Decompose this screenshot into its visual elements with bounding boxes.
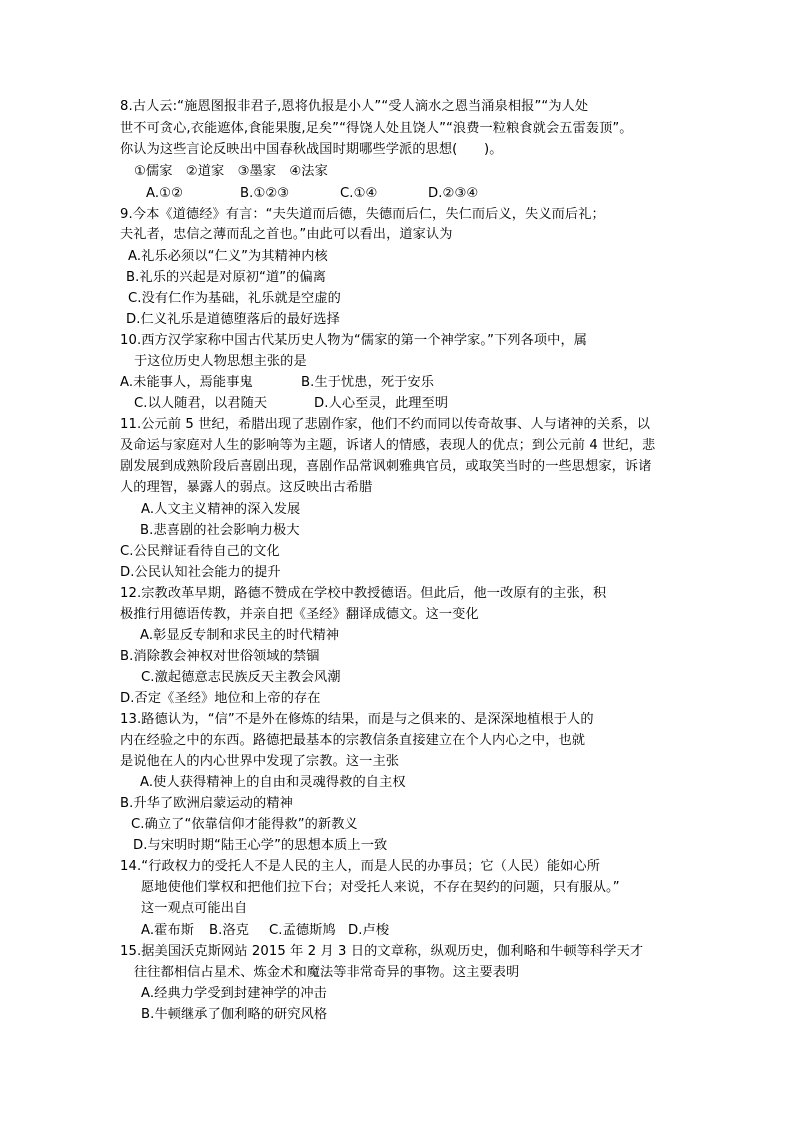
q9-option-c: C.没有仁作为基础，礼乐就是空虚的 bbox=[128, 291, 341, 306]
q10-option-c: C.以人随君，以君随天 bbox=[134, 396, 268, 411]
q14-option-d: D.卢梭 bbox=[348, 923, 390, 938]
q14-option-b: B.洛克 bbox=[209, 923, 250, 938]
q9-option-b: B.礼乐的兴起是对原初“道”的偏离 bbox=[126, 270, 327, 285]
q10-option-a: A.未能事人，焉能事鬼 bbox=[120, 375, 253, 390]
q13-stem-line-3: 是说他在人的内心世界中发现了宗教。这一主张 bbox=[120, 754, 400, 769]
q10-option-b: B.生于忧患，死于安乐 bbox=[301, 375, 435, 390]
q11-option-c: C.公民辩证看待自己的文化 bbox=[120, 544, 280, 559]
q12-option-a: A.彰显反专制和求民主的时代精神 bbox=[140, 628, 340, 643]
q12-stem-line-2: 极推行用德语传教，并亲自把《圣经》翻译成德文。这一变化 bbox=[120, 607, 479, 622]
q8-stem-line-1: 8.古人云:“施恩图报非君子,恩将仇报是小人”“受人滴水之恩当涌泉相报”“为人处 bbox=[120, 99, 589, 114]
q14-stem-line-1: 14.“行政权力的受托人不是人民的主人，而是人民的办事员；它（人民）能如心所 bbox=[120, 859, 600, 874]
q14-stem-line-2: 愿地使他们掌权和把他们拉下台；对受托人来说，不存在契约的问题，只有服从。” bbox=[141, 880, 620, 895]
q12-option-b: B.消除教会神权对世俗领域的禁锢 bbox=[120, 649, 320, 664]
q10-stem-line-2: 于这位历史人物思想主张的是 bbox=[134, 354, 307, 369]
q11-stem-line-4: 人的理智，暴露人的弱点。这反映出古希腊 bbox=[120, 480, 373, 495]
q8-option-b: B.①②③ bbox=[240, 186, 290, 201]
q13-stem-line-2: 内在经验之中的东西。路德把最基本的宗教信条直接建立在个人内心之中，也就 bbox=[120, 733, 586, 748]
q11-stem-line-1: 11.公元前 5 世纪，希腊出现了悲剧作家，他们不约而同以传奇故事、人与诸神的关系，以 bbox=[120, 417, 650, 432]
q8-stem-line-3: 你认为这些言论反映出中国春秋战国时期哪些学派的思想( )。 bbox=[120, 142, 503, 157]
q13-option-c: C.确立了“依靠信仰才能得救”的新教义 bbox=[131, 817, 358, 832]
q15-stem-line-1: 15.据美国沃克斯网站 2015 年 2 月 3 日的文章称，纵观历史，伽利略和牛顿等科学天才 bbox=[120, 944, 644, 959]
q11-stem-line-2: 及命运与家庭对人生的影响等为主题，诉诸人的情感，表现人的优点；到公元前 4 世纪，悲 bbox=[120, 438, 656, 453]
q13-stem-line-1: 13.路德认为，“信”不是外在修炼的结果，而是与之俱来的、是深深地植根于人的 bbox=[120, 712, 594, 727]
q14-stem-line-3: 这一观点可能出自 bbox=[141, 901, 248, 916]
q11-option-a: A.人文主义精神的深入发展 bbox=[141, 502, 301, 517]
q9-option-a: A.礼乐必须以“仁义”为其精神内核 bbox=[128, 249, 328, 264]
q11-option-b: B.悲喜剧的社会影响力极大 bbox=[140, 523, 300, 538]
q14-option-a: A.霍布斯 bbox=[141, 923, 195, 938]
q8-stem-line-2: 世不可贪心,衣能遮体,食能果腹,足矣”“得饶人处且饶人”“浪费一粒粮食就会五雷轰顶”。 bbox=[120, 121, 633, 136]
q11-option-d: D.公民认知社会能力的提升 bbox=[120, 565, 281, 580]
q12-stem-line-1: 12.宗教改革早期，路德不赞成在学校中教授德语。但此后，他一改原有的主张，积 bbox=[120, 586, 607, 601]
q8-option-c: C.①④ bbox=[340, 186, 378, 201]
q15-option-b: B.牛顿继承了伽利略的研究风格 bbox=[141, 1007, 328, 1022]
q15-option-a: A.经典力学受到封建神学的冲击 bbox=[141, 986, 327, 1001]
q10-stem-line-1: 10.西方汉学家称中国古代某历史人物为“儒家的第一个神学家。”下列各项中，属 bbox=[120, 333, 588, 348]
q12-option-c: C.激起德意志民族反天主教会风潮 bbox=[141, 670, 341, 685]
q12-option-d: D.否定《圣经》地位和上帝的存在 bbox=[120, 691, 321, 706]
q13-option-b: B.升华了欧洲启蒙运动的精神 bbox=[120, 796, 293, 811]
q8-option-a: A.①② bbox=[146, 186, 184, 201]
q9-stem-line-1: 9.今本《道德经》有言：“夫失道而后德，失德而后仁，失仁而后义，失义而后礼； bbox=[120, 207, 605, 222]
q8-items: ①儒家 ②道家 ③墨家 ④法家 bbox=[134, 164, 328, 179]
q14-option-c: C.孟德斯鸠 bbox=[269, 923, 336, 938]
q8-option-d: D.②③④ bbox=[428, 186, 479, 201]
q9-stem-line-2: 夫礼者，忠信之薄而乱之首也。”由此可以看出，道家认为 bbox=[120, 227, 453, 242]
q13-option-a: A.使人获得精神上的自由和灵魂得救的自主权 bbox=[140, 775, 406, 790]
q13-option-d: D.与宋明时期“陆王心学”的思想本质上一致 bbox=[133, 838, 388, 853]
q11-stem-line-3: 剧发展到成熟阶段后喜剧出现，喜剧作品常讽刺雅典官员，或取笑当时的一些思想家，诉诸 bbox=[120, 459, 652, 474]
q10-option-d: D.人心至灵，此理至明 bbox=[314, 396, 449, 411]
q9-option-d: D.仁义礼乐是道德堕落后的最好选择 bbox=[126, 312, 340, 327]
q15-stem-line-2: 往往都相信占星术、炼金术和魔法等非常奇异的事物。这主要表明 bbox=[134, 965, 520, 980]
